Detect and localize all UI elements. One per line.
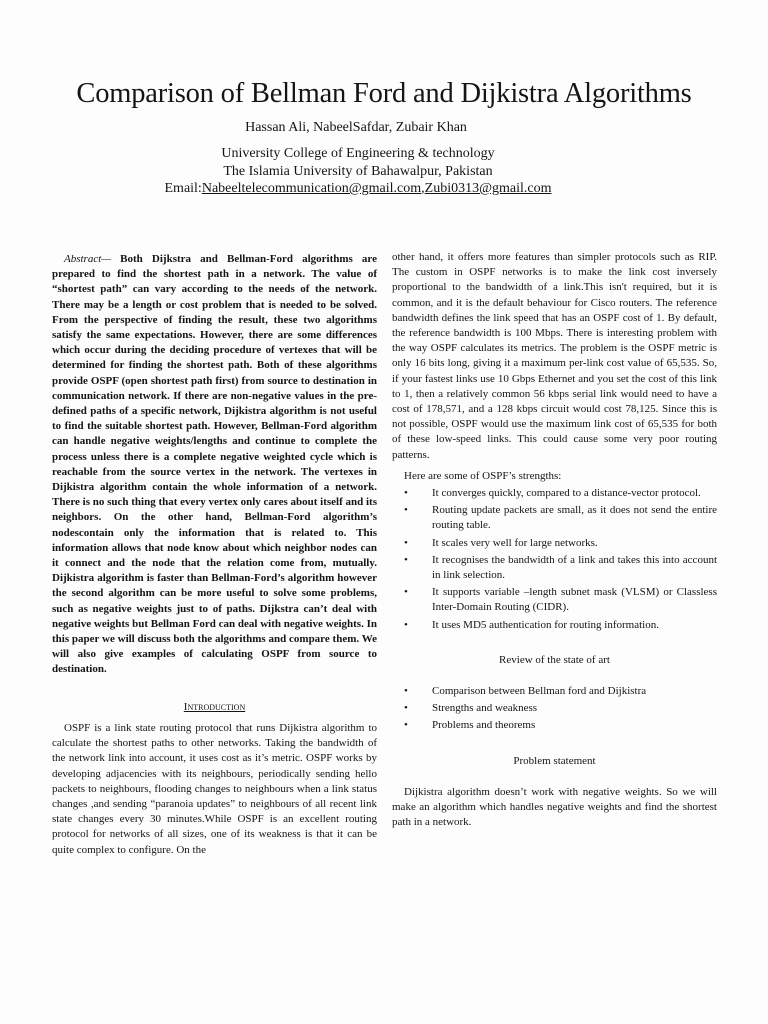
- list-item: • It scales very well for large networks.: [392, 536, 717, 551]
- list-item: • Comparison between Bellman ford and Dijkistra: [392, 684, 717, 699]
- abstract-lead: Abstract—: [64, 253, 112, 265]
- right-column: [392, 250, 717, 831]
- email-link-zubi[interactable]: Zubi0313@gmail.com: [424, 181, 552, 196]
- left-column: [52, 252, 377, 858]
- abstract-text: Both Dijkstra and Bellman-Ford algorithms are prepared to find the shortest path in a network. The value of “shortest path” can vary according to the needs of the network. There may be a length or cost problem that is needed to be solved. From the perspective of finding the result, these two algorithms satisfy the same expectations. However, there are some differences which occur during the deciding procedure of vertexes that will be determined for finding the shortest path. Both of these algorithms provide OSPF (open shortest path first) from source to destination in communication network. If there are non-negative values in the pre-defined paths of a specific network, Dijkistra algorithm is not useful to find the suitable shortest path. However, Bellman-Ford algorithm can handle negative weights/lengths and continue to complete the process unless there is a complete negative weighted cycle which is reachable from the source vertex in the network. The vertexes in Dijkistra algorithm contain the whole information of a network. There is no such thing that every vertex only cares about itself and its neighbors. On the other hand, Bellman-Ford algorithm’s nodescontain only the information that is related to. This information allows that node know about which neighbor nodes can it connect and the node that the relation come from, mutually. Dijkistra algorithm is faster than Bellman-Ford’s algorithm however the second algorithm can be more useful to solve some problems, such as negative weights just to of paths. Dijkstra can’t deal with negative weights but Bellman Ford can deal with negative weights. In this paper we will discuss both the algorithms and compare them. We will also give examples of calculating OSPF from source to destination.: [52, 253, 377, 676]
- review-list: [392, 684, 717, 734]
- strengths-intro: Here are some of OSPF’s strengths:: [404, 469, 562, 482]
- problem-text: Dijkistra algorithm doesn’t work with negative weights. So we will make an algorithm which handles negative weights and find the shortest path in a network.: [392, 785, 717, 829]
- introduction-text: OSPF is a link state routing protocol that runs Dijkistra algorithm to calculate the shortest paths to other networks. Taking the bandwidth of the network link into account, it uses cost as it’s metric. OSPF works by developing adjacencies with its neighbours, periodically sending hello packets to neighbours, flooding changes to neighbours when a link status changes ,and sending “paranoia updates” to neighbours of all recent link state changes every 30 minutes.While OSPF is an excellent routing protocol for networks of all sizes, one of its weakness is that it can be quite complex to configure. On the: [52, 721, 377, 856]
- list-item: • It recognises the bandwidth of a link and takes this into account in link selection.: [392, 553, 717, 583]
- abstract: [52, 252, 377, 678]
- email-line: [0, 181, 716, 197]
- affiliation-college: University College of Engineering & technology: [221, 146, 495, 161]
- author-list: Hassan Ali, NabeelSafdar, Zubair Khan: [245, 120, 467, 135]
- review-heading: Review of the state of art: [499, 653, 610, 666]
- email-link-nabeel[interactable]: Nabeeltelecommunication@gmail.com: [201, 181, 422, 196]
- list-item: • Problems and theorems: [392, 718, 717, 733]
- email-label: Email:: [164, 181, 202, 196]
- problem-heading: Problem statement: [513, 754, 596, 767]
- list-item: • Strengths and weakness: [392, 701, 717, 716]
- paper-title: Comparison of Bellman Ford and Dijkistra Algorithms: [76, 78, 692, 109]
- affiliation-university: The Islamia University of Bahawalpur, Pakistan: [223, 164, 493, 179]
- list-item: • It supports variable –length subnet mask (VLSM) or Classless Inter-Domain Routing (CIDR).: [392, 585, 717, 615]
- list-item: • It uses MD5 authentication for routing information.: [392, 618, 717, 633]
- list-item: • It converges quickly, compared to a distance-vector protocol.: [392, 486, 717, 501]
- introduction-heading: Introduction: [183, 700, 246, 713]
- strengths-list: [392, 486, 717, 633]
- email-separator: ,: [421, 181, 425, 196]
- list-item: • Routing update packets are small, as it does not send the entire routing table.: [392, 503, 717, 533]
- introduction-continued: other hand, it offers more features than simpler protocols such as RIP. The custom in OSPF networks is to make the link cost inversely proportional to the bandwidth of a link.This isn't required, but it is common, and it is the default behaviour for Cisco routers. The reference bandwidth defines the link speed that has an OSPF cost of 1. By default, the reference bandwidth is 100 Mbps. There is interesting problem with the way OSPF calculates its metrics. The problem is the OSPF metric is only 16 bits long, giving it a maximum per-link cost value of 65,535. So, if your fastest links use 10 Gbps Ethernet and you set the cost of this link to 1, then a relatively common 56 kbps serial link would need to have a cost of 178,571, and a 128 kbps circuit would cost 78,125. Since this is not possible, OSPF would use the maximum link cost of 65,535 for both of these low-speed links. This could cause some very poor routing patterns.: [392, 251, 717, 461]
